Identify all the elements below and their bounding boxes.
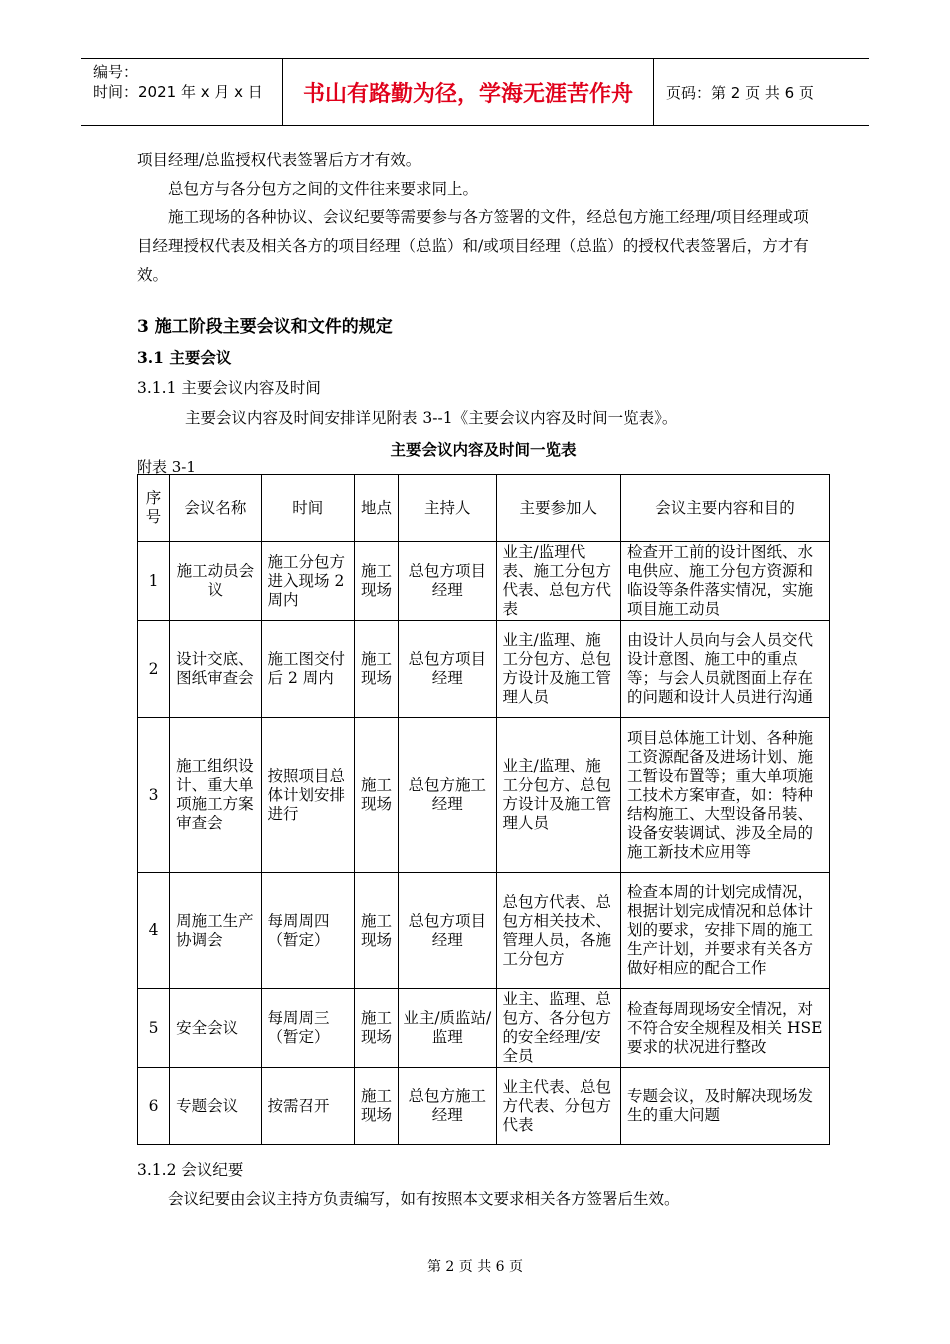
paragraph-1: 项目经理/总监授权代表签署后方才有效。	[137, 151, 422, 169]
meeting-host: 总包方项目经理	[399, 621, 496, 718]
header-cell: 主持人	[399, 475, 496, 542]
meeting-purpose: 由设计人员向与会人员交代设计意图、施工中的重点等；与会人员就图面上存在的问题和设计人员进行沟通	[621, 621, 830, 718]
meeting-time: 施工分包方进入现场 2 周内	[261, 542, 354, 621]
meeting-participants: 业主/监理、施工分包方、总包方设计及施工管理人员	[496, 718, 621, 873]
meeting-purpose: 专题会议，及时解决现场发生的重大问题	[621, 1068, 830, 1145]
table-title: 主要会议内容及时间一览表	[390, 440, 577, 459]
meeting-name: 施工组织设计、重大单项施工方案审查会	[170, 718, 261, 873]
meeting-location: 施工现场	[354, 989, 398, 1068]
meeting-name: 安全会议	[170, 989, 261, 1068]
meeting-location: 施工现场	[354, 542, 398, 621]
minutes-text: 会议纪要由会议主持方负责编写，如有按照本文要求相关各方签署后生效。	[168, 1190, 680, 1208]
row-number: 4	[138, 873, 170, 989]
document-time-label: 时间：2021 年 x 月 x 日	[93, 83, 263, 101]
row-number: 3	[138, 718, 170, 873]
meeting-host: 业主/质监站/监理	[399, 989, 496, 1068]
meeting-time: 施工图交付后 2 周内	[261, 621, 354, 718]
header-cell: 会议主要内容和目的	[621, 475, 830, 542]
meeting-time: 按照项目总体计划安排进行	[261, 718, 354, 873]
table-header-row	[138, 475, 830, 542]
meeting-location: 施工现场	[354, 621, 398, 718]
header-meta	[81, 59, 283, 125]
row-number: 5	[138, 989, 170, 1068]
table-note: 附表 3-1	[137, 458, 196, 476]
header-page-info: 页码：第 2 页 共 6 页	[666, 83, 814, 102]
table-row	[138, 718, 830, 873]
table-row	[138, 542, 830, 621]
meeting-participants: 业主/监理、施工分包方、总包方设计及施工管理人员	[496, 621, 621, 718]
minutes-heading: 3.1.2 会议纪要	[137, 1161, 244, 1179]
paragraph-2: 总包方与各分包方之间的文件往来要求同上。	[168, 180, 479, 198]
meeting-time: 按需召开	[261, 1068, 354, 1145]
table-row	[138, 621, 830, 718]
meeting-purpose: 项目总体施工计划、各种施工资源配备及进场计划、施工暂设布置等；重大单项施工技术方案审查，如：特种结构施工、大型设备吊装、设备安装调试、涉及全局的施工新技术应用等	[621, 718, 830, 873]
meeting-time: 每周周四（暂定）	[261, 873, 354, 989]
section-heading: 3 施工阶段主要会议和文件的规定	[137, 317, 393, 337]
header-cell: 会议名称	[170, 475, 261, 542]
header-motto: 书山有路勤为径，学海无涯苦作舟	[283, 59, 654, 125]
meeting-host: 总包方施工经理	[399, 718, 496, 873]
table-reference-text: 主要会议内容及时间安排详见附表 3--1《主要会议内容及时间一览表》。	[185, 409, 678, 427]
paragraph-3: 施工现场的各种协议、会议纪要等需要参与各方签署的文件，经总包方施工经理/项目经理或项目经理授权代表及相关各方的项目经理（总监）和/或项目经理（总监）的授权代表签署后，方才有效。	[137, 208, 809, 284]
meeting-location: 施工现场	[354, 718, 398, 873]
meeting-name: 施工动员会议	[170, 542, 261, 621]
header-cell: 序号	[138, 475, 170, 542]
meeting-time: 每周周三（暂定）	[261, 989, 354, 1068]
row-number: 2	[138, 621, 170, 718]
meeting-participants: 业主/监理代表、施工分包方代表、总包方代表	[496, 542, 621, 621]
table-row	[138, 873, 830, 989]
meeting-participants: 业主、监理、总包方、各分包方的安全经理/安全员	[496, 989, 621, 1068]
meeting-name: 设计交底、图纸审查会	[170, 621, 261, 718]
meeting-location: 施工现场	[354, 1068, 398, 1145]
meeting-purpose: 检查开工前的设计图纸、水电供应、施工分包方资源和临设等条件落实情况，实施项目施工动员	[621, 542, 830, 621]
page-header	[81, 58, 869, 126]
meeting-participants: 总包方代表、总包方相关技术、管理人员，各施工分包方	[496, 873, 621, 989]
page-footer: 第 2 页 共 6 页	[426, 1259, 524, 1275]
meeting-table	[137, 474, 830, 1145]
subsection-heading: 3.1 主要会议	[137, 348, 232, 367]
row-number: 6	[138, 1068, 170, 1145]
meeting-host: 总包方施工经理	[399, 1068, 496, 1145]
meeting-location: 施工现场	[354, 873, 398, 989]
meeting-purpose: 检查每周现场安全情况，对不符合安全规程及相关 HSE 要求的状况进行整改	[621, 989, 830, 1068]
document-number-label: 编号：	[93, 63, 139, 81]
meeting-host: 总包方项目经理	[399, 542, 496, 621]
header-cell: 地点	[354, 475, 398, 542]
header-cell: 时间	[261, 475, 354, 542]
row-number: 1	[138, 542, 170, 621]
table-row	[138, 1068, 830, 1145]
subsubsection-heading: 3.1.1 主要会议内容及时间	[137, 379, 321, 397]
meeting-name: 专题会议	[170, 1068, 261, 1145]
header-cell: 主要参加人	[496, 475, 621, 542]
meeting-name: 周施工生产协调会	[170, 873, 261, 989]
meeting-purpose: 检查本周的计划完成情况，根据计划完成情况和总体计划的要求，安排下周的施工生产计划，并要求有关各方做好相应的配合工作	[621, 873, 830, 989]
table-row	[138, 989, 830, 1068]
meeting-host: 总包方项目经理	[399, 873, 496, 989]
meeting-participants: 业主代表、总包方代表、分包方代表	[496, 1068, 621, 1145]
